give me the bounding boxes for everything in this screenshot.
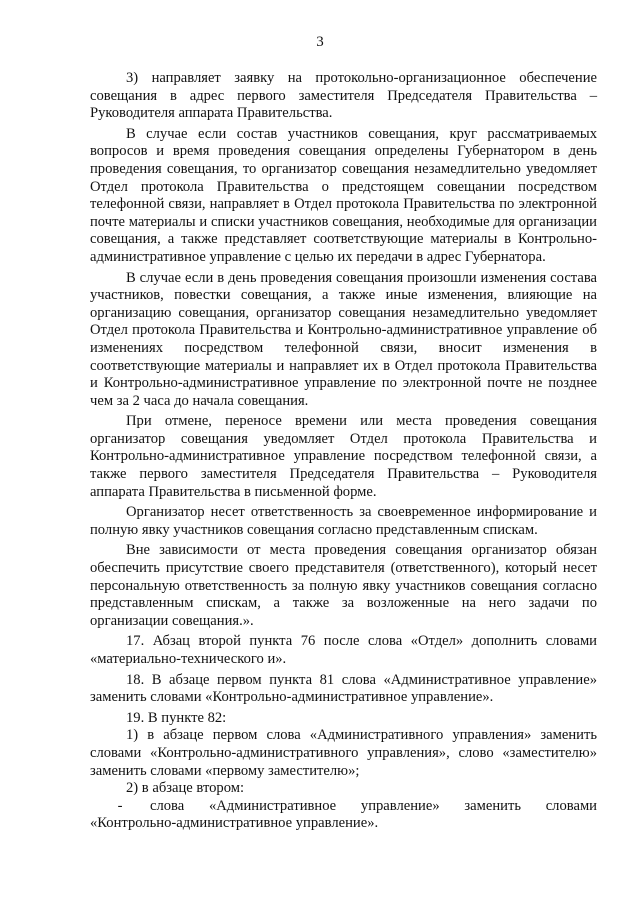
paragraph: В случае если в день проведения совещания произошли изменения состава участников, повестки совещания, а также иные изменения, влияющие на организацию совещания, организатор совещания незамедлительно уведомляет Отдел протокола Правительства и Контрольно-административное управление об изменениях посредством телефонной связи, вносит изменения в соответствующие материалы и направляет их в Отдел протокола Правительства и Контрольно-административное управление по электронной почте не позднее чем за 2 часа до начала совещания.: [90, 269, 597, 409]
dash-bullet: -: [117, 797, 123, 814]
paragraph: 17. Абзац второй пункта 76 после слова «Отдел» дополнить словами «материально-технического и».: [90, 633, 597, 667]
paragraph: 3) направляет заявку на протокольно-организационное обеспечение совещания в адрес первого заместителя Председателя Правительства – Руководителя аппарата Правительства.: [90, 70, 597, 122]
paragraph: В случае если состав участников совещания, круг рассматриваемых вопросов и время проведения совещания определены Губернатором в день проведения совещания, то организатор совещания незамедлительно уведомляет Отдел протокола Правительства о предстоящем совещании посредством телефонной связи, направляет в Отдел протокола Правительства по электронной почте материалы и списки участников совещания, необходимые для организации совещания, а также представляет соответствующие материалы в Контрольно-административное управление с целью их передачи в адрес Губернатора.: [90, 125, 597, 265]
document-body: [90, 70, 597, 833]
paragraph: 19. В пункте 82:: [126, 709, 227, 726]
paragraph: 2) в абзаце втором:: [126, 780, 245, 797]
paragraph: Вне зависимости от места проведения совещания организатор обязан обеспечить присутствие своего представителя (ответственного), который несет персональную ответственность за полную явку участников совещания согласно представленным спискам, а также за возложенные на него задачи по организации совещания.».: [90, 542, 597, 629]
dash-item-text: слова «Административное управление» заменить словами «Контрольно-административное управление».: [90, 797, 597, 832]
paragraph: 1) в абзаце первом слова «Административного управления» заменить словами «Контрольно-административного управления», слово «заместителю» заменить словами «первому заместителю»;: [90, 727, 597, 779]
paragraph: Организатор несет ответственность за своевременное информирование и полную явку участников совещания согласно представленным спискам.: [90, 504, 597, 538]
paragraph: При отмене, переносе времени или места проведения совещания организатор совещания уведомляет Отдел протокола Правительства и Контрольно-административное управление посредством телефонной связи, а также первого заместителя Председателя Правительства – Руководителя аппарата Правительства в письменной форме.: [90, 413, 597, 500]
paragraph: 18. В абзаце первом пункта 81 слова «Административное управление» заменить словами «Контрольно-административное управление».: [90, 671, 597, 706]
dash-list-item: [90, 798, 597, 833]
page-number: 3: [316, 34, 324, 50]
